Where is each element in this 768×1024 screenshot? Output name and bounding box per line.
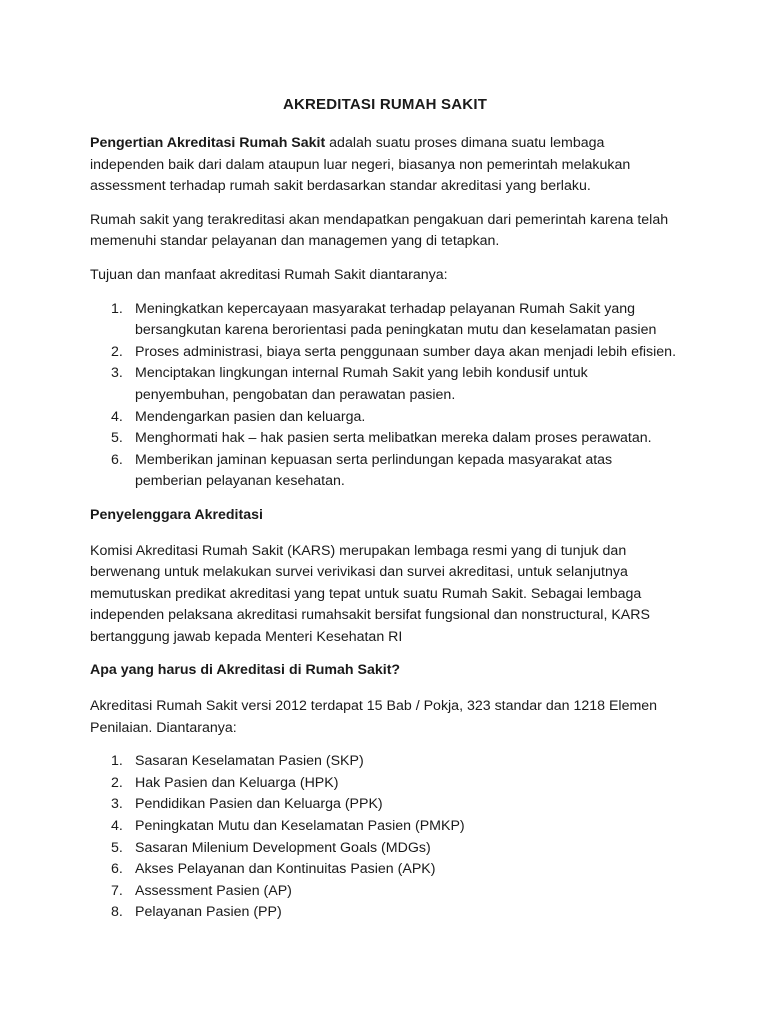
list-text: Menghormati hak – hak pasien serta melibatkan mereka dalam proses perawatan. — [135, 430, 652, 447]
list-number: 1. — [111, 753, 123, 770]
list-item — [90, 902, 680, 924]
list-item — [90, 407, 680, 429]
list-number: 3. — [111, 365, 123, 382]
version-paragraph: Akreditasi Rumah Sakit versi 2012 terdapat 15 Bab / Pokja, 323 standar dan 1218 Elemen Penilaian. Diantaranya: — [90, 698, 658, 736]
list-item — [90, 773, 680, 795]
list-number: 8. — [111, 904, 123, 921]
list-text: Proses administrasi, biaya serta penggunaan sumber daya akan menjadi lebih efisien. — [135, 343, 677, 360]
list-item — [90, 816, 680, 838]
list-item — [90, 881, 680, 903]
list-number: 5. — [111, 430, 123, 447]
list-number: 4. — [111, 818, 123, 835]
list-item — [90, 838, 680, 860]
list-item — [90, 428, 680, 450]
list-text: Pendidikan Pasien dan Keluarga (PPK) — [135, 796, 383, 813]
list-text: Assessment Pasien (AP) — [135, 882, 292, 899]
list-number: 2. — [111, 774, 123, 791]
list-number: 6. — [111, 861, 123, 878]
list-item — [90, 859, 680, 881]
list-item — [90, 751, 680, 773]
list-item — [90, 342, 680, 364]
recognition-paragraph: Rumah sakit yang terakreditasi akan mendapatkan pengakuan dari pemerintah karena telah memenuhi standar pelayanan dan managemen yang di tetapkan. — [90, 211, 669, 250]
list-text: Hak Pasien dan Keluarga (HPK) — [135, 774, 339, 791]
list-text: Pelayanan Pasien (PP) — [135, 904, 282, 921]
what-heading: Apa yang harus di Akreditasi di Rumah Sakit? — [90, 662, 401, 679]
intro-bold-term: Pengertian Akreditasi Rumah Sakit — [90, 135, 326, 151]
document-page — [90, 94, 680, 936]
intro-text: adalah suatu proses dimana suatu lembaga independen baik dari dalam ataupun luar negeri, biasanya non pemerintah melakukan assessment terhadap rumah sakit berdasarkan standar akreditasi yang berlaku. — [90, 135, 631, 195]
list-text: Memberikan jaminan kepuasan serta perlindungan kepada masyarakat atas pemberian pelayanan kesehatan. — [135, 451, 613, 490]
list-text: Akses Pelayanan dan Kontinuitas Pasien (APK) — [135, 861, 436, 878]
list-item — [90, 299, 680, 342]
organizer-heading: Penyelenggara Akreditasi — [90, 506, 263, 523]
benefits-list — [90, 299, 680, 493]
list-item — [90, 363, 680, 406]
list-text: Menciptakan lingkungan internal Rumah Sakit yang lebih kondusif untuk penyembuhan, pengobatan dan perawatan pasien. — [135, 365, 588, 403]
intro-paragraph — [90, 133, 680, 198]
list-text: Sasaran Milenium Development Goals (MDGs) — [135, 839, 431, 856]
list-item — [90, 794, 680, 816]
list-number: 1. — [111, 300, 123, 317]
list-text: Meningkatkan kepercayaan masyarakat terhadap pelayanan Rumah Sakit yang bersangkutan karena berorientasi pada peningkatan mutu dan keselamatan pasien — [135, 300, 657, 339]
list-number: 4. — [111, 408, 123, 425]
list-text: Mendengarkan pasien dan keluarga. — [135, 408, 366, 425]
chapters-list — [90, 751, 680, 924]
list-number: 5. — [111, 839, 123, 856]
list-item — [90, 450, 680, 493]
benefits-intro: Tujuan dan manfaat akreditasi Rumah Sakit diantaranya: — [90, 266, 448, 283]
list-text: Peningkatan Mutu dan Keselamatan Pasien (PMKP) — [135, 818, 465, 835]
organizer-paragraph: Komisi Akreditasi Rumah Sakit (KARS) merupakan lembaga resmi yang di tunjuk dan berwenang untuk melakukan survei verivikasi dan survei akreditasi, untuk selanjutnya memutuskan predikat akreditasi yang tepat untuk suatu Rumah Sakit. Sebagai lembaga independen pelaksana akreditasi rumahsakit bersifat fungsional dan nonstructural, KARS bertanggung jawab kepada Menteri Kesehatan RI — [90, 542, 650, 645]
list-text: Sasaran Keselamatan Pasien (SKP) — [135, 753, 364, 770]
list-number: 6. — [111, 451, 123, 468]
list-number: 7. — [111, 882, 123, 899]
list-number: 3. — [111, 796, 123, 813]
document-title: AKREDITASI RUMAH SAKIT — [282, 96, 488, 113]
list-number: 2. — [111, 343, 123, 360]
